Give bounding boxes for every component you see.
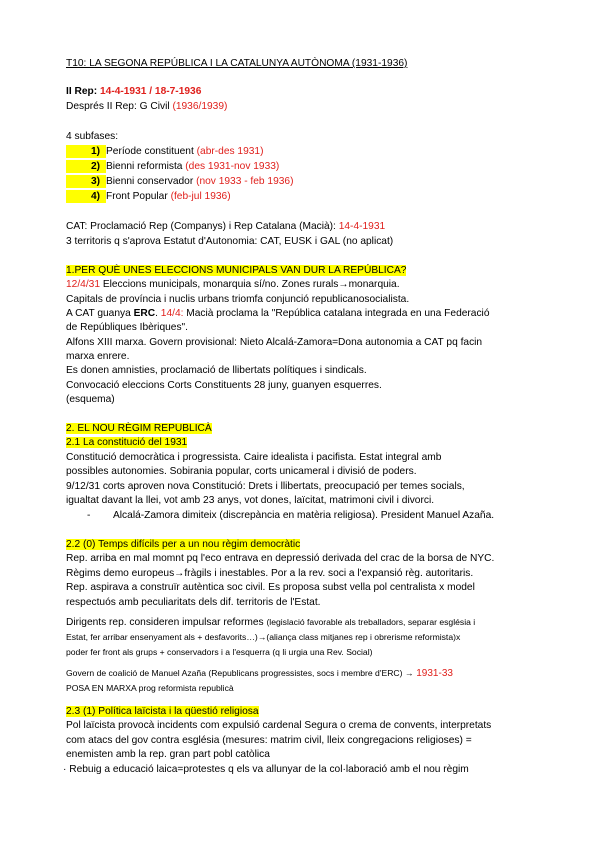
erc-label: ERC <box>133 308 156 319</box>
line-text: A CAT guanya <box>66 308 134 319</box>
paragraph-line: Règims demo europeus→fràgils i inestables. Por a la rev. soci a l'expansió règ. autoritaris. <box>66 568 474 579</box>
section1-heading-text: 1.PER QUÈ UNES ELECCIONS MUNICIPALS VAN DUR LA REPÚBLICA? <box>66 265 407 276</box>
cat-proclamation-line <box>66 220 385 233</box>
line-text: Eleccions municipals, monarquia sí/no. Zones rurals→monarquia. <box>100 279 400 290</box>
subfase-label: Període constituent <box>106 146 194 157</box>
cat-proclamation-date: 14-4-1931 <box>338 221 386 232</box>
line-text: . <box>155 308 161 319</box>
subfase-number: 4) <box>66 190 106 203</box>
after-rep-line <box>66 100 227 113</box>
paragraph-line: com atacs del gov contra església (mesures: matrim civil, lleix congregacions religioses) = <box>66 735 472 746</box>
cat-estatut-line: 3 territoris q s'aprova Estatut d'Autonomia: CAT, EUSK i GAL (no aplicat) <box>66 236 394 247</box>
subfase-dates: (des 1931-nov 1933) <box>185 161 280 172</box>
bullet-line <box>87 509 494 522</box>
paragraph-line: Alfons XIII marxa. Govern provisional: Nieto Alcalá-Zamora=Dona autonomia a CAT pq facin <box>66 337 483 348</box>
paragraph-line <box>66 667 453 680</box>
paragraph-line: Capitals de província i nuclis urbans triomfa conjunció republicanosocialista. <box>66 294 410 305</box>
section2-heading-text: 2. EL NOU RÈGIM REPUBLICÀ <box>66 423 212 434</box>
after-dates: (1936/1939) <box>172 101 228 112</box>
paragraph-line: poder fer front als grups + conservadors i a l'esquerra (q li urgia una Rev. Social) <box>66 647 373 657</box>
rep-dates: 14-4-1931 / 18-7-1936 <box>99 86 202 97</box>
paragraph-line: marxa enrere. <box>66 351 130 362</box>
date-highlight: 12/4/31 <box>66 279 100 290</box>
paragraph-line: Estat, fer arribar ensenyament als + desfavorits…)→(aliança class mitjanes rep i obrerisme reformista)x <box>66 632 461 642</box>
subfase-dates: (nov 1933 - feb 1936) <box>196 176 294 187</box>
paragraph-line: respectuós amb peculiaritats dels dif. territoris de l'Estat. <box>66 597 321 608</box>
section1-heading <box>66 264 406 277</box>
subfase-label: Front Popular <box>106 191 168 202</box>
subfase-label: Bienni conservador <box>106 176 194 187</box>
paragraph-line: Es donen amnisties, proclamació de llibertats polítiques i sindicals. <box>66 365 367 376</box>
subfase-item <box>66 160 279 173</box>
paragraph-line: POSA EN MARXA prog reformista republicà <box>66 683 234 693</box>
bullet-dash: - <box>87 510 91 521</box>
paragraph-line: enemisten amb la rep. gran part pobl catòlica <box>66 749 270 760</box>
paragraph-line: (esquema) <box>66 394 115 405</box>
paragraph-line: Convocació eleccions Corts Constituents 28 juny, guanyen esquerres. <box>66 380 382 391</box>
subfase-number: 1) <box>66 145 106 158</box>
date-highlight: 14/4: <box>160 308 184 319</box>
paragraph-line <box>66 616 475 629</box>
line-text-small: (legislació favorable als treballadors, separar església i <box>266 617 476 627</box>
paragraph-line: Pol laïcista provocà incidents com expulsió cardenal Segura o crema de convents, interpretats <box>66 720 492 731</box>
subfase-number: 3) <box>66 175 106 188</box>
subsection-heading <box>66 436 187 449</box>
paragraph-line <box>66 307 489 320</box>
subsection-heading <box>66 538 300 551</box>
line-text: Macià proclama la "República catalana integrada en una Federació <box>183 308 490 319</box>
paragraph-line: Rep. arriba en mal momnt pq l'eco entrava en depressió derivada del crac de la borsa de NYC. <box>66 553 495 564</box>
paragraph-line: Rep. aspirava a construïr autèntica soc civil. Es proposa subst vella pol centralista x model <box>66 582 475 593</box>
after-label: Després II Rep: G Civil <box>66 101 170 112</box>
paragraph-line: de Repúbliques Ibèriques". <box>66 322 188 333</box>
line-text: Govern de coalició de Manuel Azaña (Republicans progressistes, socs i membre d'ERC) → <box>66 668 414 678</box>
paragraph-line: possibles autonomies. Sobirania popular, corts unicameral i divisió de poders. <box>66 466 417 477</box>
subfase-item <box>66 145 263 158</box>
line-text: Dirigents rep. consideren impulsar reformes <box>66 617 267 628</box>
paragraph-line <box>66 278 400 291</box>
paragraph-line: 9/12/31 corts aproven nova Constitució: Drets i llibertats, preocupació per temes socials, <box>66 481 465 492</box>
subfase-dates: (abr-des 1931) <box>196 146 264 157</box>
subfase-item <box>66 175 293 188</box>
subfase-dates: (feb-jul 1936) <box>170 191 231 202</box>
section2-heading <box>66 422 212 435</box>
subsection-heading <box>66 705 259 718</box>
document-title: T10: LA SEGONA REPÚBLICA I LA CATALUNYA AUTÒNOMA (1931-1936) <box>66 58 408 69</box>
rep-dates-line <box>66 85 201 98</box>
subfase-number: 2) <box>66 160 106 173</box>
paragraph-line: igualtat davant la llei, vot amb 23 anys, vot dones, laïcitat, matrimoni civil i divorci. <box>66 495 435 506</box>
cat-proclamation-text: CAT: Proclamació Rep (Companys) i Rep Catalana (Macià): <box>66 221 336 232</box>
subsection-heading-text: 2.2 (0) Temps difícils per a un nou règim democràtic <box>66 539 301 550</box>
bullet-text: Alcalá-Zamora dimiteix (discrepància en matèria religiosa). President Manuel Azaña. <box>113 510 495 521</box>
date-highlight: 1931-33 <box>413 668 453 679</box>
paragraph-line: Constitució democràtica i progressista. Caire idealista i pacifista. Estat integral amb <box>66 452 442 463</box>
subfase-item <box>66 190 231 203</box>
subfases-heading: 4 subfases: <box>66 131 119 142</box>
paragraph-line: · Rebuig a educació laica=protestes q els va allunyar de la col·laboració amb el nou règim <box>63 764 469 775</box>
subsection-heading-text: 2.3 (1) Política laïcista i la qüestió religiosa <box>66 706 259 717</box>
subsection-heading-text: 2.1 La constitució del 1931 <box>66 437 188 448</box>
rep-label: II Rep: <box>66 86 98 97</box>
subfase-label: Bienni reformista <box>106 161 183 172</box>
